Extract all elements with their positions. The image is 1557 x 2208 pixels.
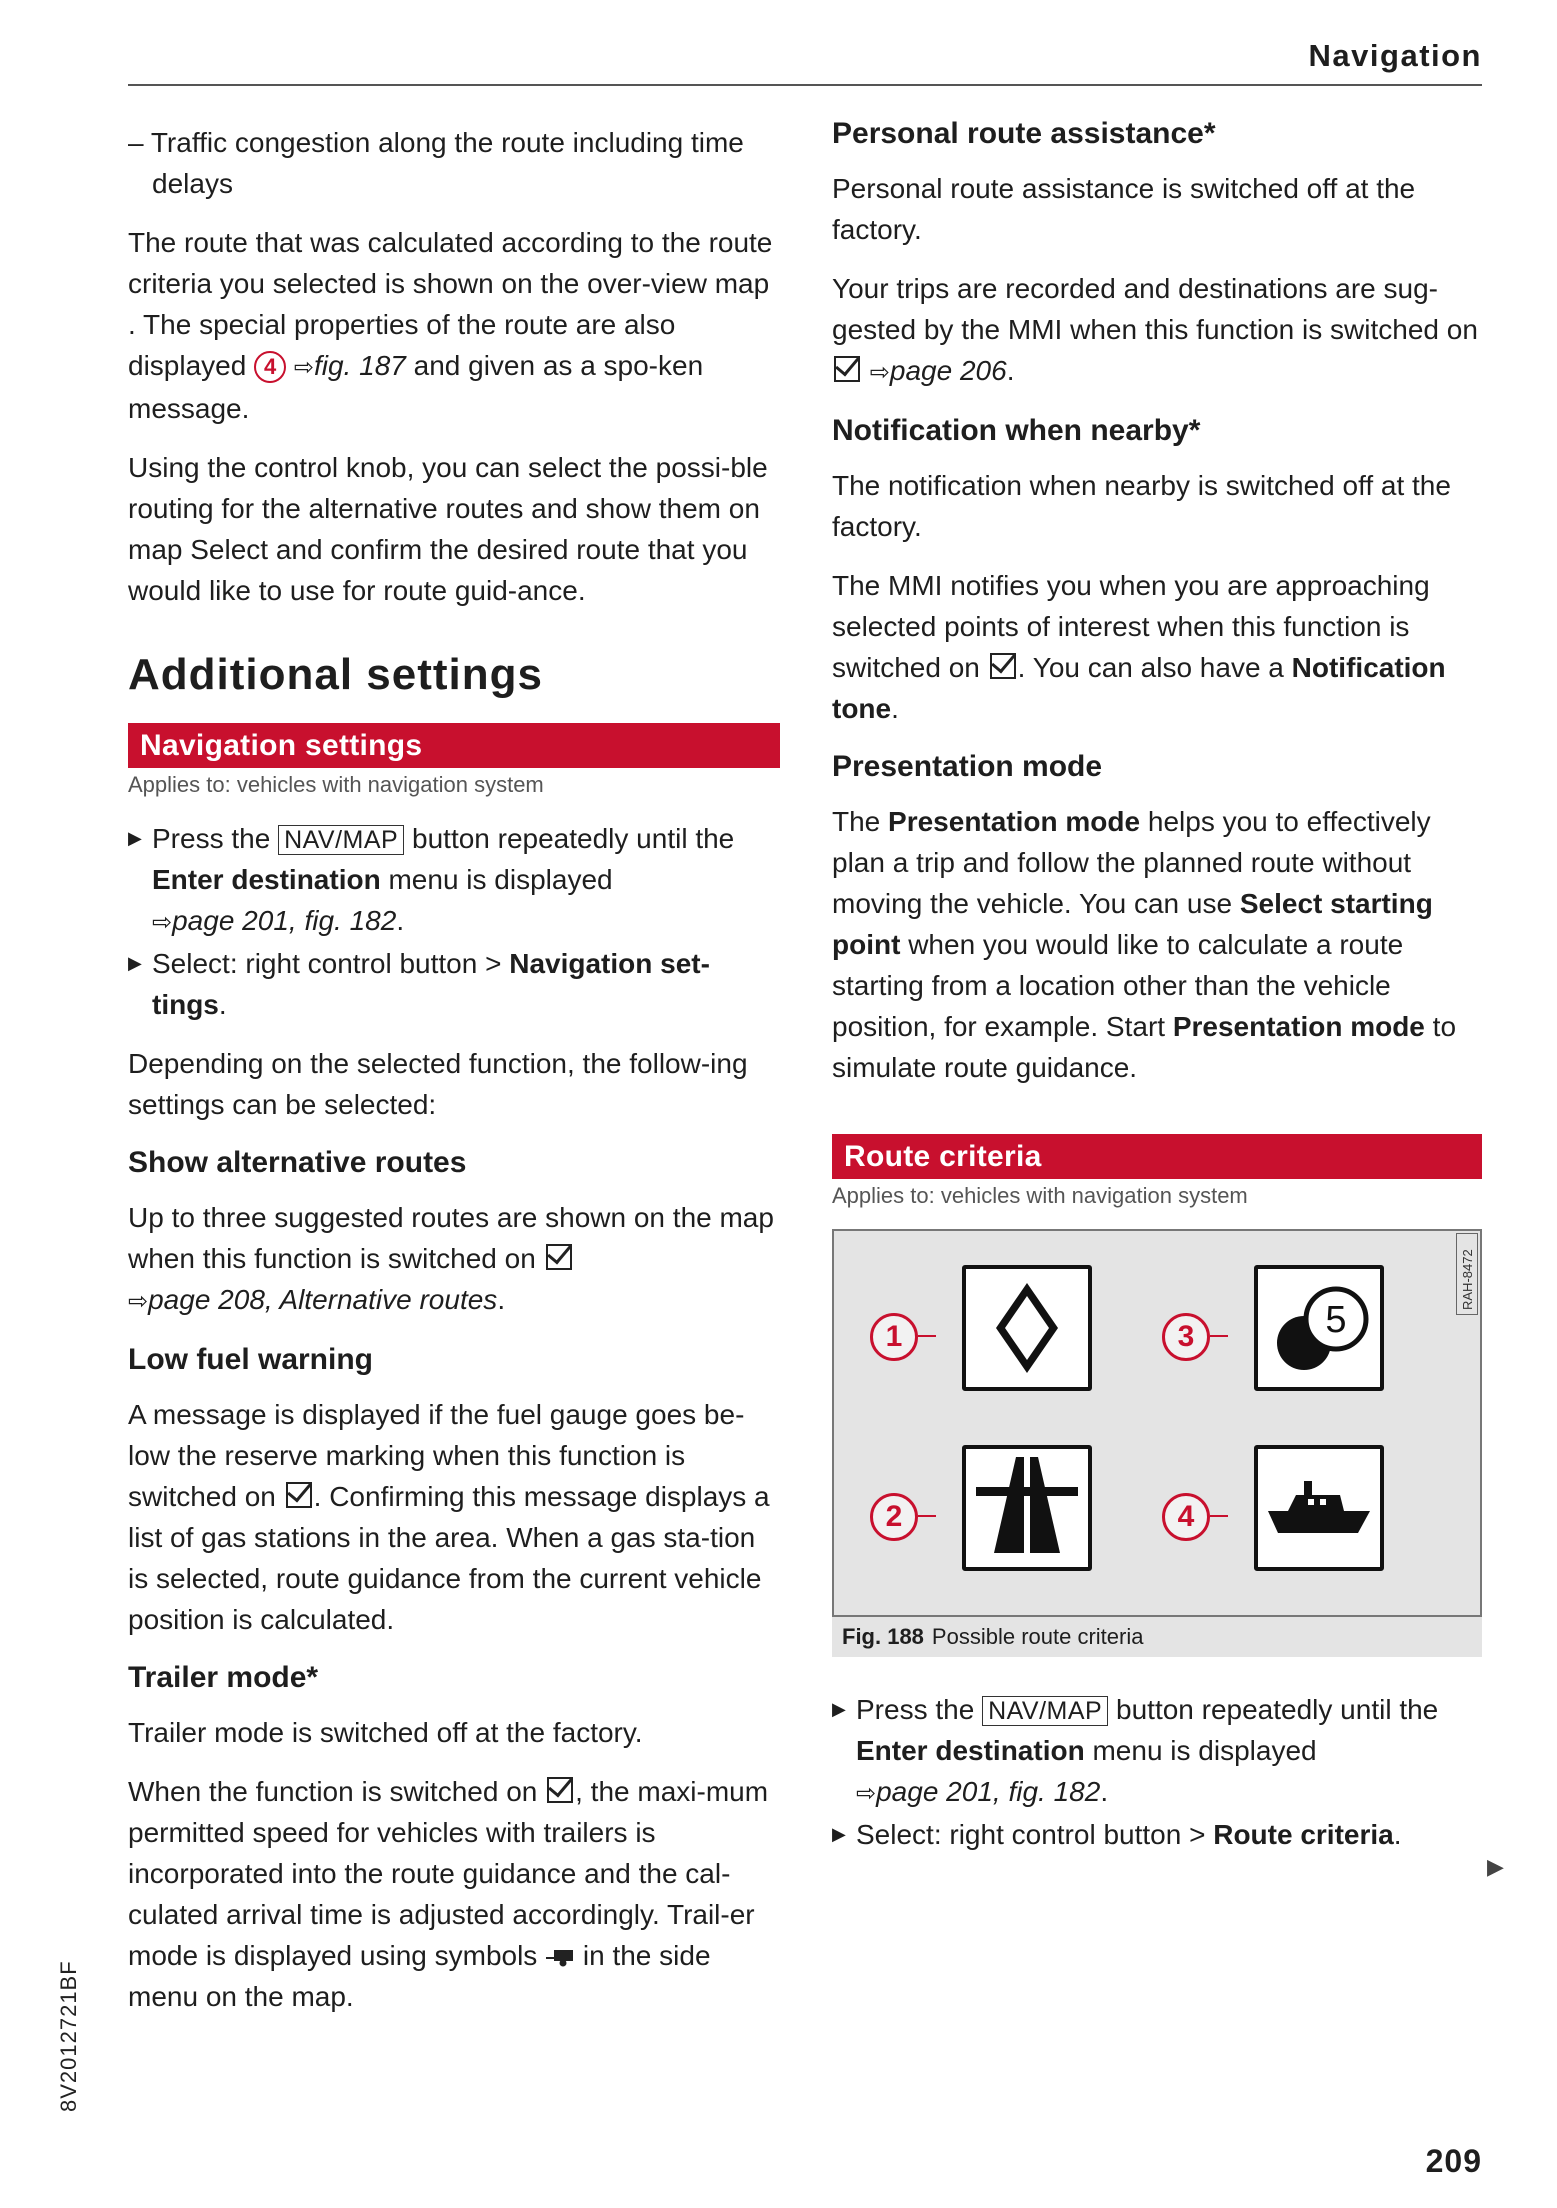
bold-text: Select starting point	[832, 888, 1433, 960]
personal-route-paragraph-1: Personal route assistance is switched off at the factory.	[832, 173, 1416, 245]
checkbox-checked-icon	[834, 356, 860, 382]
toll-badge-graphic	[1258, 1269, 1380, 1387]
route-overview-paragraph	[128, 222, 780, 429]
navigation-settings-heading: Navigation settings	[128, 723, 780, 768]
bullet-triangle-icon: ▶	[128, 828, 142, 848]
notification-paragraph-2	[832, 565, 1482, 729]
ferry-graphic	[1258, 1449, 1380, 1567]
callout-2: 2	[870, 1493, 918, 1541]
period: .	[1393, 1819, 1402, 1850]
instruction-step	[128, 818, 780, 943]
period: .	[218, 989, 227, 1020]
callout-line	[1210, 1515, 1228, 1517]
bullet-triangle-icon: ▶	[832, 1699, 846, 1719]
show-alternative-routes-paragraph	[128, 1197, 780, 1322]
step-text: Select: right control button >	[856, 1819, 1206, 1850]
personal-route-assistance-heading: Personal route assistance*	[832, 117, 1216, 150]
para-text: and given as a spo-ken message.	[128, 350, 704, 424]
bold-text: Presentation mode	[1172, 1011, 1425, 1042]
reference-arrow-icon: ⇨	[152, 909, 173, 936]
instruction-step	[832, 1814, 1482, 1855]
checkbox-checked-icon	[286, 1482, 312, 1508]
step-bold-text: Navigation set-tings	[152, 948, 710, 1020]
bold-text: Notification tone	[832, 652, 1446, 724]
toll-badge-icon	[1254, 1265, 1384, 1391]
callout-line	[918, 1515, 936, 1517]
para-text: Your trips are recorded and destinations are sug-gested by the MMI when this function is switched on	[832, 273, 1478, 345]
checkbox-checked-icon	[547, 1777, 573, 1803]
dash-item-text: Traffic congestion along the route including time delays	[150, 127, 744, 199]
trailer-icon	[545, 1947, 575, 1967]
trailer-mode-paragraph-1: Trailer mode is switched off at the factory.	[128, 1717, 643, 1748]
step-text: button repeatedly until the	[412, 823, 735, 854]
para-text: to simulate route guidance.	[832, 1011, 1457, 1083]
page-number: 209	[1425, 2143, 1482, 2179]
instruction-list	[832, 1689, 1482, 1855]
step-bold-text: Route criteria	[1213, 1819, 1394, 1850]
header-rule	[128, 84, 1482, 86]
running-header: Navigation	[1308, 38, 1482, 73]
trailer-mode-heading: Trailer mode*	[128, 1661, 319, 1694]
step-text: menu is displayed	[388, 864, 613, 895]
page-reference-link[interactable]: page 201, fig. 182	[172, 905, 397, 936]
ferry-icon	[1254, 1445, 1384, 1571]
right-column	[832, 117, 1482, 1873]
section-title: Additional settings	[128, 650, 543, 699]
figure-reference-code	[1456, 1233, 1478, 1315]
nav-map-key: NAV/MAP	[278, 825, 404, 855]
document-code: 8V2012721BF	[56, 1960, 81, 2112]
period: .	[1100, 1776, 1109, 1807]
checkbox-checked-icon	[990, 653, 1016, 679]
page-reference-link[interactable]: page 208, Alternative routes	[148, 1284, 498, 1315]
show-alternative-routes-heading: Show alternative routes	[128, 1146, 467, 1179]
reference-arrow-icon: ⇨	[869, 359, 890, 386]
callout-1: 1	[870, 1313, 918, 1361]
route-criteria-heading: Route criteria	[832, 1134, 1482, 1179]
notification-paragraph-1: The notification when nearby is switched off at the factory.	[832, 470, 1451, 542]
period: .	[396, 905, 405, 936]
para-text: , the maxi-mum permitted speed for vehicles with trailers is incorporated into the route guidance and the cal-culated arrival time is adjusted accordingly. Trail-er mode is displayed using symbols	[128, 1776, 769, 1971]
left-column	[128, 122, 780, 2035]
nav-map-key: NAV/MAP	[982, 1696, 1108, 1726]
bold-text: Presentation mode	[888, 806, 1141, 837]
instruction-step	[832, 1689, 1482, 1814]
figure-caption	[832, 1617, 1482, 1657]
step-bold-text: Enter destination	[856, 1735, 1085, 1766]
page-reference-link[interactable]: page 206	[889, 355, 1007, 386]
callout-line	[1210, 1335, 1228, 1337]
low-fuel-warning-heading: Low fuel warning	[128, 1343, 373, 1376]
dash: –	[128, 127, 144, 158]
period: .	[891, 693, 899, 724]
figure-label: Fig. 188	[842, 1624, 924, 1649]
step-bold-text: Enter destination	[152, 864, 381, 895]
step-text: Press the	[152, 823, 271, 854]
personal-route-paragraph-2	[832, 268, 1482, 393]
checkbox-checked-icon	[546, 1244, 572, 1270]
route-criteria-illustration	[832, 1229, 1482, 1617]
highway-icon	[962, 1445, 1092, 1571]
para-text: helps you to effectively plan a trip and follow the planned route without moving the vehicle. You can use	[832, 806, 1431, 919]
para-text: when you would like to calculate a route starting from a location other than the vehicle position, for example. Start	[832, 929, 1404, 1042]
low-fuel-warning-paragraph	[128, 1394, 780, 1640]
instruction-step	[128, 943, 780, 1025]
toll-number: 5	[1325, 1299, 1347, 1341]
callout-3: 3	[1162, 1313, 1210, 1361]
para-text: A message is displayed if the fuel gauge goes be-low the reserve marking when this function is switched on	[128, 1399, 745, 1512]
page-reference-link[interactable]: page 201, fig. 182	[876, 1776, 1101, 1807]
instruction-list	[128, 818, 780, 1025]
control-knob-paragraph: Using the control knob, you can select the possi-ble routing for the alternative routes and show them on map Select and confirm the desired route that you would like to use for route guid-ance.	[128, 452, 768, 606]
trailer-mode-paragraph-2	[128, 1771, 780, 2017]
toll-road-diamond-icon	[962, 1265, 1092, 1391]
para-text: in the side menu on the map.	[128, 1940, 711, 2012]
step-text: Press the	[856, 1694, 975, 1725]
bullet-triangle-icon: ▶	[832, 1824, 846, 1844]
para-text: When the function is switched on	[128, 1776, 538, 1807]
presentation-mode-heading: Presentation mode	[832, 750, 1103, 783]
para-text: . Confirming this message displays a list of gas stations in the area. When a gas sta-tion is selected, route guidance from the current vehicle position is calculated.	[128, 1481, 770, 1635]
para-text: The route that was calculated according to the route criteria you selected is shown on the over-view map . The special properties of the route are also displayed	[128, 227, 773, 381]
presentation-mode-paragraph	[832, 801, 1482, 1088]
applies-to-note: Applies to: vehicles with navigation system	[832, 1183, 1248, 1208]
continue-arrow-icon: ▶	[1487, 1854, 1504, 1879]
reference-arrow-icon: ⇨	[856, 1780, 877, 1807]
period: .	[1006, 355, 1015, 386]
step-text: button repeatedly until the	[1116, 1694, 1439, 1725]
callout-4-icon: 4	[254, 351, 286, 383]
reference-arrow-icon: ⇨	[128, 1288, 149, 1315]
bullet-triangle-icon: ▶	[128, 953, 142, 973]
para-text: Up to three suggested routes are shown on the map when this function is switched on	[128, 1202, 774, 1274]
para-text: . You can also have a	[1017, 652, 1284, 683]
callout-line	[918, 1335, 936, 1337]
applies-to-note: Applies to: vehicles with navigation system	[128, 772, 544, 797]
step-text: Select: right control button >	[152, 948, 502, 979]
reference-arrow-icon: ⇨	[293, 354, 314, 381]
settings-intro-paragraph: Depending on the selected function, the follow-ing settings can be selected:	[128, 1048, 748, 1120]
figure-code-text: RAH-8472	[1460, 1249, 1475, 1310]
highway-graphic	[966, 1449, 1088, 1567]
dash-list-item	[128, 122, 780, 204]
para-text: The MMI notifies you when you are approaching selected points of interest when this function is switched on	[832, 570, 1430, 683]
figure-reference-link[interactable]: fig. 187	[313, 350, 406, 381]
para-text: The	[832, 806, 881, 837]
notification-when-nearby-heading: Notification when nearby*	[832, 414, 1201, 447]
diamond-sign-graphic	[966, 1269, 1088, 1387]
period: .	[497, 1284, 506, 1315]
figure-caption-text: Possible route criteria	[931, 1624, 1144, 1649]
step-text: menu is displayed	[1092, 1735, 1317, 1766]
callout-4: 4	[1162, 1493, 1210, 1541]
figure-188	[832, 1229, 1482, 1657]
